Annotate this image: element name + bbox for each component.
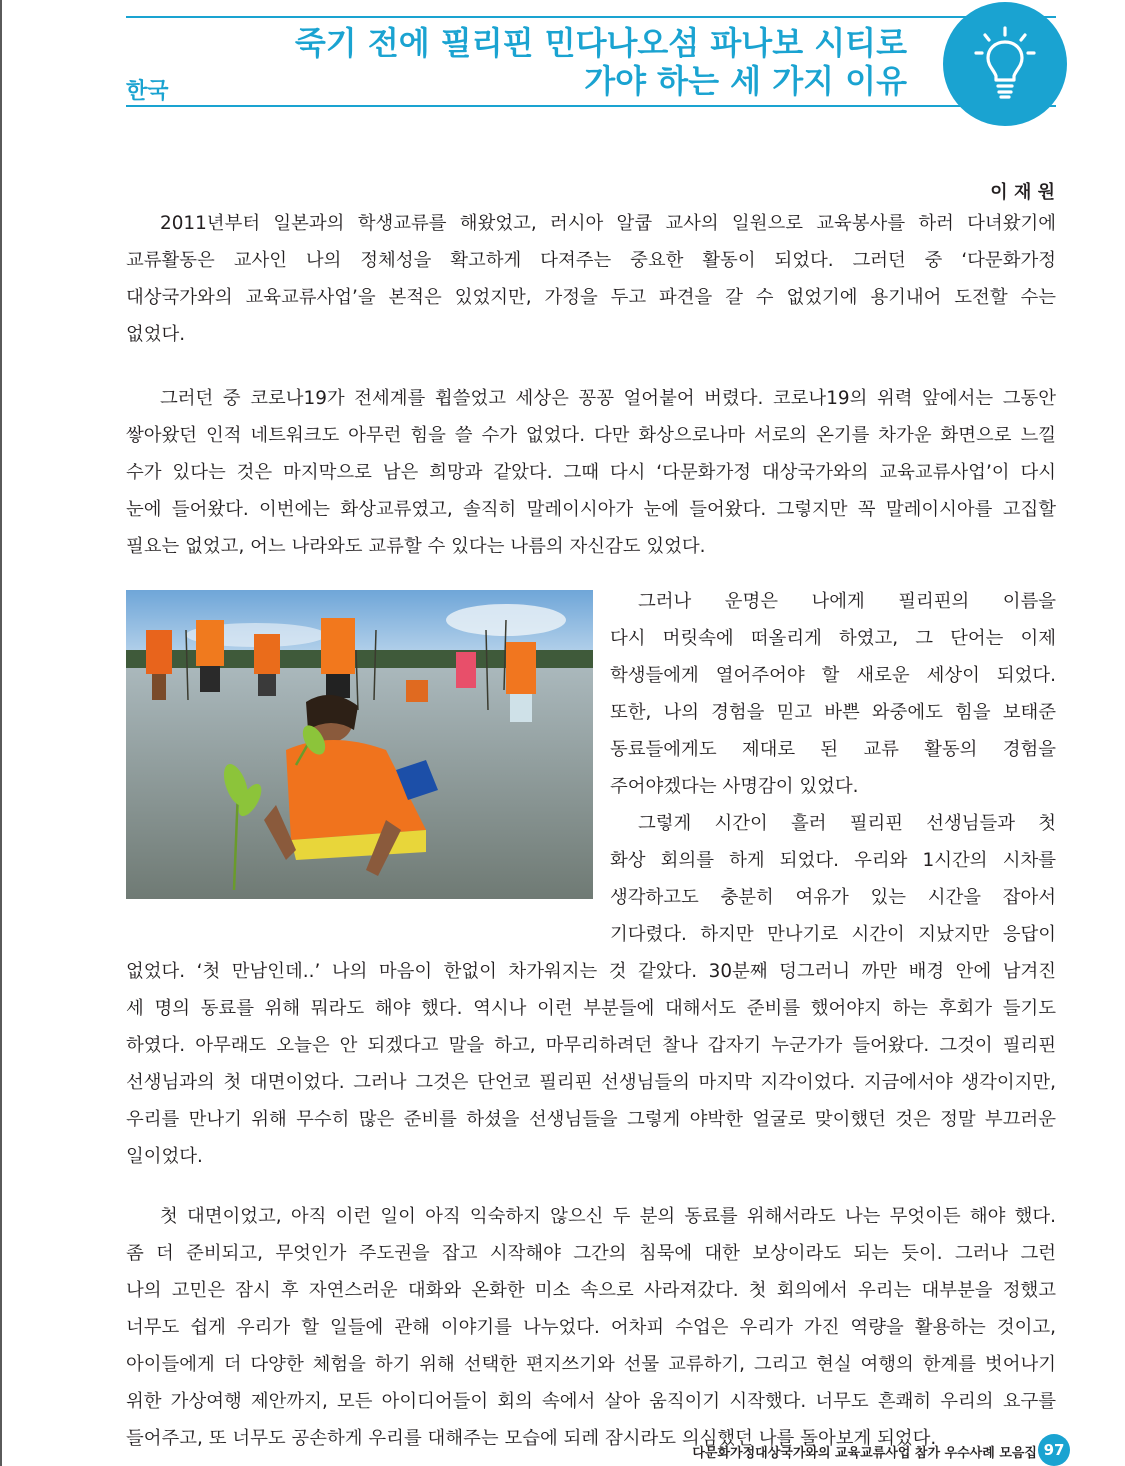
header-bottom-rule bbox=[126, 105, 1056, 107]
paragraph-line: 세 명의 동료를 위해 뭐라도 해야 했다. 역시나 이런 부분들에 대해서도 준비를 했어야지 하는 후회가 들기도 bbox=[126, 998, 1056, 1019]
paragraph-line: 쌓아왔던 인적 네트워크도 아무런 힘을 쓸 수가 없었다. 다만 화상으로나마 서로의 온기를 차가운 화면으로 느낄 bbox=[126, 425, 1056, 446]
lightbulb-icon bbox=[973, 26, 1037, 102]
paragraph-line: 동료들에게도 제대로 된 교류 활동의 경험을 bbox=[610, 739, 1056, 760]
title-line-2: 가야 하는 세 가지 이유 bbox=[584, 62, 907, 100]
paragraph-line: 화상 회의를 하게 되었다. 우리와 1시간의 시차를 bbox=[610, 850, 1056, 871]
paragraph-line: 위한 가상여행 제안까지, 모든 아이디어들이 회의 속에서 살아 움직이기 시작했다. 너무도 흔쾌히 우리의 요구를 bbox=[126, 1391, 1056, 1412]
paragraph-line: 나의 고민은 잠시 후 자연스러운 대화와 온화한 미소 속으로 사라져갔다. 첫 회의에서 우리는 대부분을 정했고 bbox=[126, 1280, 1056, 1301]
page-number: 97 bbox=[1038, 1434, 1070, 1466]
paragraph-line: 2011년부터 일본과의 학생교류를 해왔었고, 러시아 알쿱 교사의 일원으로 교육봉사를 하러 다녀왔기에 bbox=[160, 213, 1056, 234]
paragraph-line: 들어주고, 또 너무도 공손하게 우리를 대해주는 모습에 되레 잠시라도 의심했던 나를 돌아보게 되었다. bbox=[126, 1428, 937, 1449]
paragraph-line: 그러나 운명은 나에게 필리핀의 이름을 bbox=[638, 591, 1056, 612]
paragraph-line: 대상국가와의 교육교류사업’을 본적은 있었지만, 가정을 두고 파견을 갈 수 없었기에 용기내어 도전할 수는 bbox=[126, 287, 1056, 308]
paragraph-line: 아이들에게 더 다양한 체험을 하기 위해 선택한 편지쓰기와 선물 교류하기, 그리고 현실 여행의 한계를 벗어나기 bbox=[126, 1354, 1056, 1375]
lightbulb-badge bbox=[943, 2, 1067, 126]
paragraph-line: 필요는 없었고, 어느 나라와도 교류할 수 있다는 나름의 자신감도 있었다. bbox=[126, 536, 706, 557]
paragraph-line: 없었다. ‘첫 만남인데..’ 나의 마음이 한없이 차가워지는 것 같았다. 30분째 덩그러니 까만 배경 안에 남겨진 bbox=[126, 961, 1056, 982]
title-line-1: 죽기 전에 필리핀 민다나오섬 파나보 시티로 bbox=[294, 24, 907, 62]
author-name: 이 재 원 bbox=[990, 182, 1055, 203]
paragraph-line: 첫 대면이었고, 아직 이런 일이 아직 익숙하지 않으신 두 분의 동료를 위해서라도 나는 무엇이든 해야 했다. bbox=[160, 1206, 1056, 1227]
paragraph-line: 학생들에게 열어주어야 할 새로운 세상이 되었다. bbox=[610, 665, 1056, 686]
paragraph-line: 교류활동은 교사인 나의 정체성을 확고하게 다져주는 중요한 활동이 되었다. 그러던 중 ‘다문화가정 bbox=[126, 250, 1056, 271]
paragraph-line: 없었다. bbox=[126, 324, 186, 345]
paragraph-line: 그러던 중 코로나19가 전세계를 휩쓸었고 세상은 꽁꽁 얼어붙어 버렸다. 코로나19의 위력 앞에서는 그동안 bbox=[160, 388, 1056, 409]
page-title bbox=[295, 24, 907, 100]
paragraph-line: 우리를 만나기 위해 무수히 많은 준비를 하셨을 선생님들을 그렇게 야박한 얼굴로 맞이했던 것은 정말 부끄러운 bbox=[126, 1109, 1056, 1130]
paragraph-line: 좀 더 준비되고, 무엇인가 주도권을 잡고 시작해야 그간의 침묵에 대한 보상이라도 되는 듯이. 그러나 그런 bbox=[126, 1243, 1056, 1264]
paragraph-line: 수가 있다는 것은 마지막으로 남은 희망과 같았다. 그때 다시 ‘다문화가정 대상국가와의 교육교류사업’이 다시 bbox=[126, 462, 1056, 483]
page-left-rule bbox=[0, 0, 2, 1466]
paragraph-line: 기다렸다. 하지만 만나기로 시간이 지났지만 응답이 bbox=[610, 924, 1056, 945]
country-label: 한국 bbox=[126, 79, 169, 104]
paragraph-line: 하였다. 아무래도 오늘은 안 되겠다고 말을 하고, 마무리하려던 찰나 갑자기 누군가가 들어왔다. 그것이 필리핀 bbox=[126, 1035, 1056, 1056]
paragraph-line: 다시 머릿속에 떠올리게 하였고, 그 단어는 이제 bbox=[610, 628, 1056, 649]
paragraph-line: 그렇게 시간이 흘러 필리핀 선생님들과 첫 bbox=[638, 813, 1056, 834]
paragraph-line: 눈에 들어왔다. 이번에는 화상교류였고, 솔직히 말레이시아가 눈에 들어왔다. 그렇지만 꼭 말레이시아를 고집할 bbox=[126, 499, 1056, 520]
footer-publication-title: 다문화가정대상국가와의 교육교류사업 참가 우수사례 모음집 bbox=[692, 1446, 1037, 1461]
header-top-rule bbox=[126, 16, 1056, 18]
paragraph-line: 주어야겠다는 사명감이 있었다. bbox=[610, 776, 859, 797]
paragraph-line: 생각하고도 충분히 여유가 있는 시간을 잡아서 bbox=[610, 887, 1056, 908]
paragraph-line: 일이었다. bbox=[126, 1146, 203, 1167]
paragraph-line: 선생님과의 첫 대면이었다. 그러나 그것은 단언코 필리핀 선생님들의 마지막 지각이었다. 지금에서야 생각이지만, bbox=[126, 1072, 1056, 1093]
mangrove-planting-photo bbox=[126, 590, 593, 899]
paragraph-line: 너무도 쉽게 우리가 할 일들에 관해 이야기를 나누었다. 어차피 수업은 우리가 가진 역량을 활용하는 것이고, bbox=[126, 1317, 1056, 1338]
paragraph-line: 또한, 나의 경험을 믿고 바쁜 와중에도 힘을 보태준 bbox=[610, 702, 1056, 723]
